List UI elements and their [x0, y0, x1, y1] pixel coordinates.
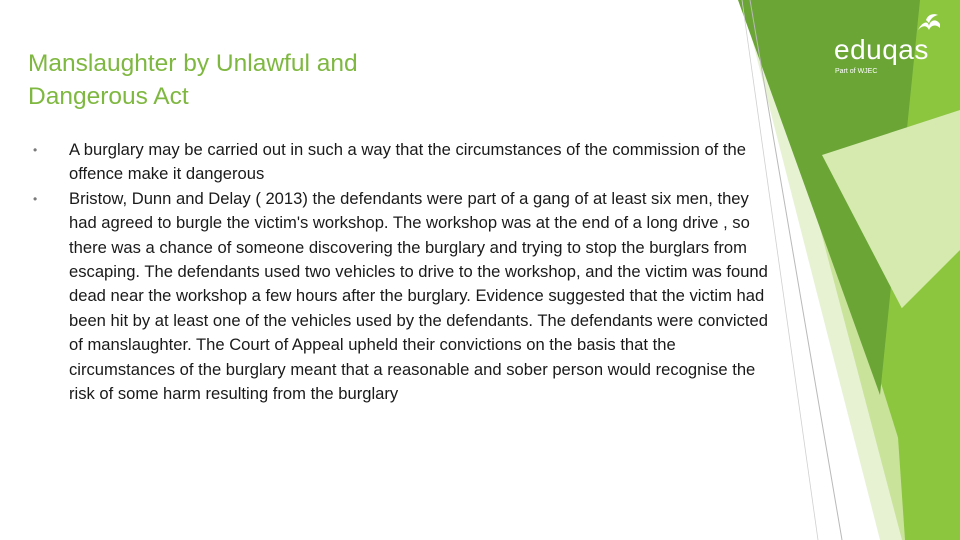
bullet-dot-icon: •: [33, 143, 38, 157]
bullet-text: Bristow, Dunn and Delay ( 2013) the defendants were part of a gang of at least six men, they had agreed to burgle the victim's workshop. The workshop was at the end of a long drive , so there was a chance of someone discovering the burglary and trying to stop the burglars from escaping. The defendants used two vehicles to drive to the workshop, and the victim was found dead near the workshop a few hours after the burglary. Evidence suggested that the victim had been hit by at least one of the vehicles used by the defendants. The defendants were convicted of manslaughter. The Court of Appeal upheld their convictions on the basis that the circumstances of the burglary meant that a reasonable and sober person would recognise the risk of some harm resulting from the burglary: [69, 188, 768, 404]
bullet-text: A burglary may be carried out in such a way that the circumstances of the commission of the offence make it dangerous: [69, 140, 746, 184]
list-item: [0, 138, 769, 187]
bullet-dot-icon: •: [33, 191, 38, 206]
title-line-1: Manslaughter by Unlawful and: [28, 50, 358, 78]
title-line-2: Dangerous Act: [28, 83, 189, 111]
list-item: [0, 187, 769, 407]
logo-wordmark: eduqas: [834, 34, 929, 65]
slide-title: [28, 47, 588, 113]
logo-tagline: Part of WJEC: [835, 68, 878, 75]
eduqas-logo: [826, 12, 946, 75]
book-leaf-icon: [916, 12, 942, 34]
bullet-list: [0, 138, 780, 406]
